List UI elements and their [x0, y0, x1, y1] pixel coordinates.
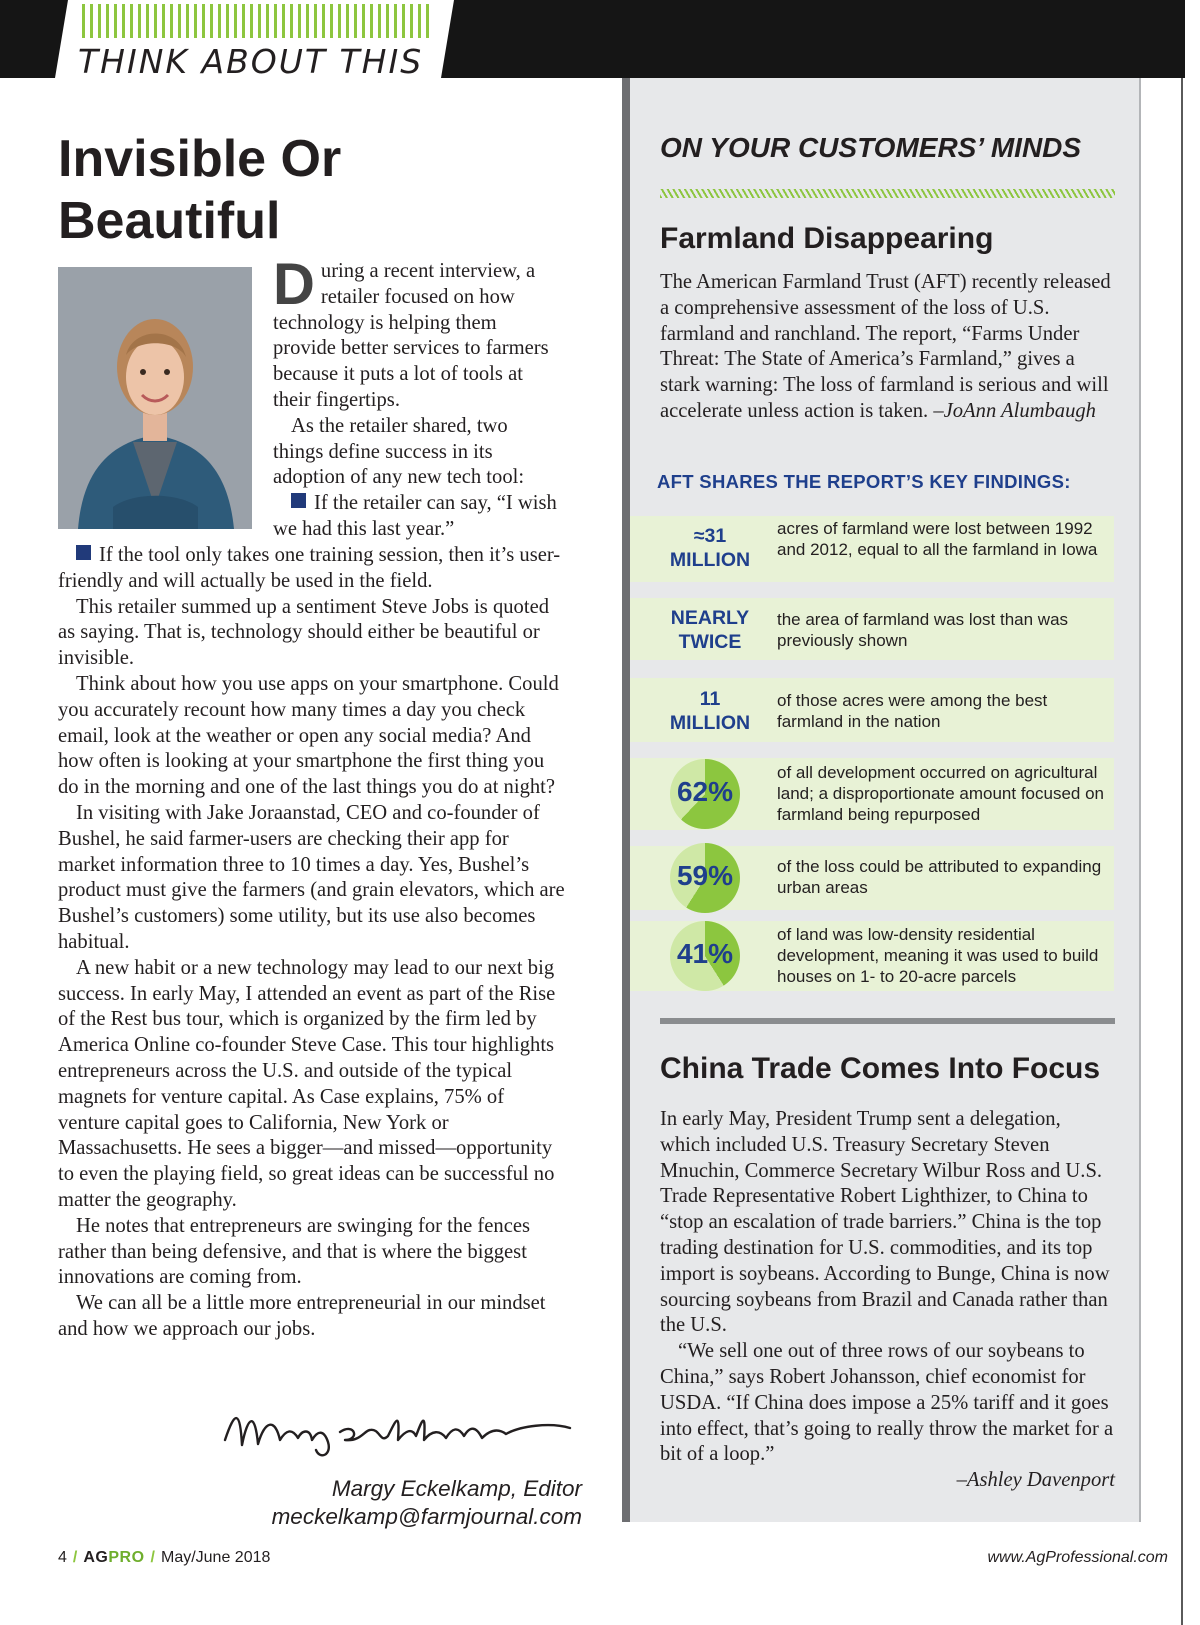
byline — [272, 1475, 582, 1531]
finding-text: of those acres were among the best farmland in the nation — [777, 691, 1048, 731]
sidebar-title: ON YOUR CUSTOMERS’ MINDS — [660, 132, 1082, 163]
finding-text: the area of farmland was lost than was previously shown — [777, 610, 1069, 650]
sidebar-right-border — [1139, 78, 1141, 1522]
finding-stat: 62% — [676, 776, 734, 807]
finding-text: of the loss could be attributed to expanding urban areas — [777, 857, 1102, 897]
bullet-item-2: If the tool only takes one training session, then it’s user-friendly and will actually be used in the field. — [58, 544, 561, 592]
footer-folio: 4 / AGPRO / May/June 2018 — [58, 1549, 271, 1566]
finding-stat: ≈31 MILLION — [669, 525, 751, 571]
editor-signature — [220, 1400, 580, 1460]
paragraph-1: uring a recent interview, a retailer focused on how technology is helping them provide better services to farmers because it puts a lot of tools at their fingertips. — [273, 260, 549, 411]
finding-row — [630, 921, 1114, 991]
finding-text: acres of farmland were lost between 1992 and 2012, equal to all the farmland in Iowa — [777, 519, 1098, 559]
paragraph-4: Think about how you use apps on your smartphone. Could you accurately recount how many times a day you check email, look at the weather or open any social media? And how often is looking at your smartphone the first thing you do in the morning and one of the last things you do at night? — [58, 672, 559, 799]
bullet-item-1: If the retailer can say, “I wish we had this last year.” — [273, 492, 557, 540]
footer-website[interactable]: www.AgProfessional.com — [987, 1549, 1168, 1566]
paragraph-6: A new habit or a new technology may lead to our next big success. In early May, I attended an event as part of the Rise of the Rest bus tour, which is organized by the firm led by America Online co-founder Steve Case. This tour highlights entrepreneurs across the U.S. and outside of the typical magnets for venture capital. As Case explains, 75% of venture capital goes to California, New York or Massachusetts. He sees a bigger—and missed—opportunity to even the playing field, so great ideas can be successful no matter the geography. — [58, 956, 556, 1211]
issue-date: May/June 2018 — [160, 1549, 271, 1566]
sidebar-stripe-pattern — [660, 189, 1115, 198]
finding-row — [630, 758, 1114, 830]
farmland-heading: Farmland Disappearing — [660, 222, 994, 255]
finding-row — [630, 516, 1114, 582]
article-body-block — [58, 543, 568, 1343]
china-paragraph-2: “We sell one out of three rows of our soybeans to China,” says Robert Johansson, chief economist for USDA. “If China does impose a 25% tariff and it goes into effect, that’s going to really throw the market for a bit of a loop.” — [660, 1340, 1114, 1466]
finding-stat: 11 MILLION — [669, 688, 751, 734]
china-paragraph-1: In early May, President Trump sent a delegation, which included U.S. Treasury Secretary Steven Mnuchin, Commerce Secretary Wilbur Ross and U.S. Trade Representative Robert Lighthizer, to China to “stop an escalation of trade barriers.” China is the top trading destination for U.S. commodities, and its top import is soybeans. According to Bunge, China is now sourcing soybeans from Brazil and Canada rather than the U.S. — [660, 1108, 1110, 1337]
article-headline: Invisible Or Beautiful — [58, 130, 342, 250]
square-bullet-icon — [76, 545, 91, 560]
paragraph-7: He notes that entrepreneurs are swinging for the fences rather than being defensive, and that is where the biggest innovations are coming from. — [58, 1214, 531, 1289]
sidebar-left-border — [622, 78, 630, 1522]
byline-email[interactable]: meckelkamp@farmjournal.com — [271, 1504, 582, 1529]
farmland-credit: –JoAnn Alumbaugh — [933, 399, 1096, 422]
china-heading: China Trade Comes Into Focus — [660, 1052, 1101, 1085]
paragraph-5: In visiting with Jake Joraanstad, CEO and co-founder of Bushel, he said farmer-users are checking their app for market information three to 10 times a day. Yes, Bushel’s product must give the farmers (and grain elevators, which are Bushel’s customers) some utility, but its use also becomes habitual. — [58, 801, 565, 953]
magazine-brand: AGPRO — [83, 1549, 145, 1566]
paragraph-8: We can all be a little more entrepreneurial in our mindset and how we approach our jobs. — [58, 1292, 546, 1340]
article-intro-block — [273, 252, 563, 543]
author-photo — [58, 267, 252, 529]
finding-stat: NEARLY TWICE — [670, 607, 750, 653]
section-label: THINK ABOUT THIS — [78, 42, 424, 81]
farmland-body: The American Farmland Trust (AFT) recently released a comprehensive assessment of the loss of U.S. farmland and ranchland. The report, “Farms Under Threat: The State of America’s Farmland,” gives a stark warning: The loss of farmland is serious and will accelerate unless action is taken. –JoAnn Alumbaugh — [660, 271, 1111, 422]
finding-row — [630, 678, 1114, 742]
finding-row — [630, 598, 1114, 660]
sidebar-divider — [660, 1018, 1115, 1024]
china-body — [660, 1107, 1115, 1494]
finding-row — [630, 846, 1114, 910]
findings-heading: AFT SHARES THE REPORT’S KEY FINDINGS: — [657, 471, 1071, 492]
finding-text: of all development occurred on agricultural land; a disproportionate amount focused on farmland being repurposed — [777, 763, 1105, 824]
china-credit: –Ashley Davenport — [956, 1469, 1115, 1492]
paragraph-2: As the retailer shared, two things define success in its adoption of any new tech tool: — [273, 414, 525, 489]
page-edge-rule — [1181, 78, 1183, 1625]
page-number: 4 — [58, 1549, 67, 1566]
drop-cap: D — [273, 252, 315, 317]
finding-text: of land was low-density residential development, meaning it was used to build houses on 1- to 20-acre parcels — [777, 925, 1099, 986]
square-bullet-icon — [291, 493, 306, 508]
byline-name: Margy Eckelkamp, Editor — [331, 1476, 582, 1501]
finding-stat: 59% — [676, 860, 734, 891]
paragraph-3: This retailer summed up a sentiment Steve Jobs is quoted as saying. That is, technology should either be beautiful or invisible. — [58, 595, 550, 670]
header-stripe-pattern — [82, 4, 434, 38]
finding-stat: 41% — [676, 938, 734, 969]
